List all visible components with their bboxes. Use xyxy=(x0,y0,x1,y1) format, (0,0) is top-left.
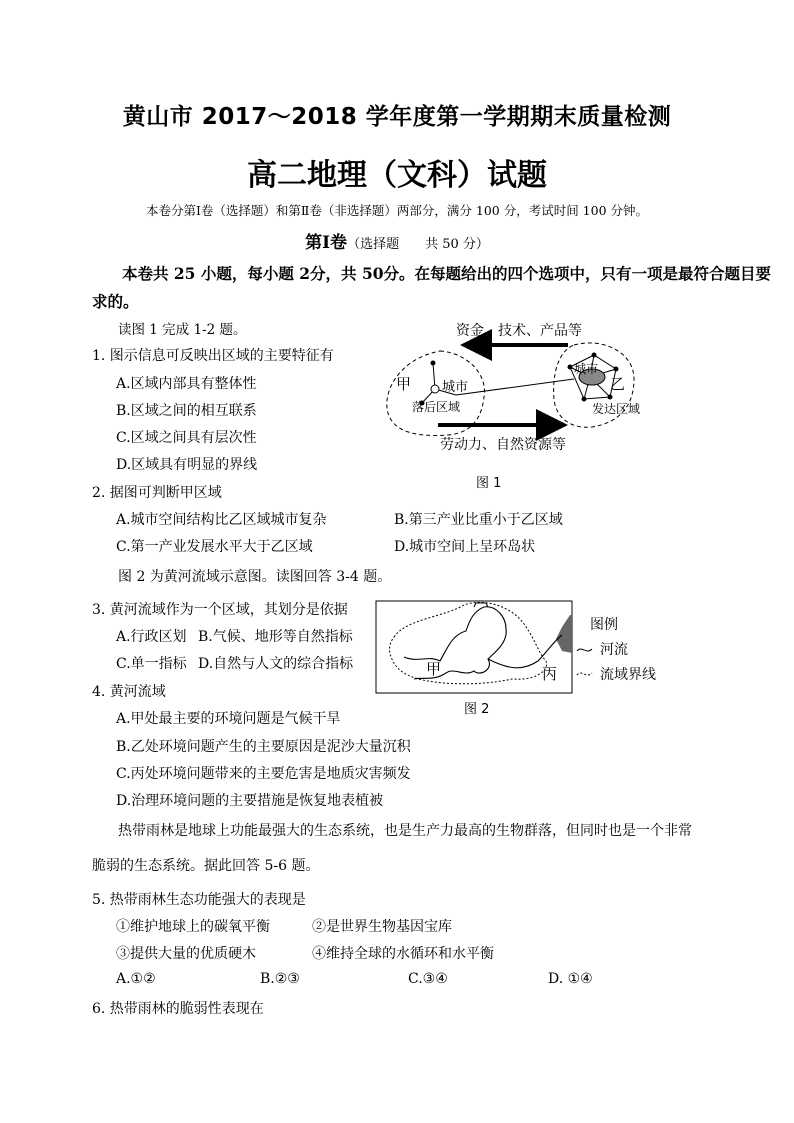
figure-2-map xyxy=(374,597,674,719)
question-5-item-4: ④维持全球的水循环和水平衡 xyxy=(312,946,494,962)
question-1-option-d: D.区域具有明显的界线 xyxy=(116,457,258,473)
read-fig1-prompt: 读图 1 完成 1-2 题。 xyxy=(118,322,247,338)
fig1-jia-label: 甲 xyxy=(396,375,412,393)
question-3-option-d: D.自然与人文的综合指标 xyxy=(198,656,354,672)
question-4-option-d: D.治理环境问题的主要措施是恢复地表植被 xyxy=(116,793,384,809)
section-name: 第Ⅰ卷 xyxy=(305,233,348,253)
exam-info: 本卷分第Ⅰ卷（选择题）和第Ⅱ卷（非选择题）两部分，满分 100 分，考试时间 100 分钟。 xyxy=(145,203,649,218)
question-5-option-a: A.①② xyxy=(116,971,156,987)
question-6-stem: 6. 热带雨林的脆弱性表现在 xyxy=(92,1001,264,1017)
question-2-option-c: C.第一产业发展水平大于乙区域 xyxy=(116,539,313,555)
question-2-option-a: A.城市空间结构比乙区域城市复杂 xyxy=(116,512,327,528)
fig1-caption: 图 1 xyxy=(476,476,502,491)
exam-title: 黄山市 2017～2018 学年度第一学期期末质量检测 xyxy=(122,104,672,130)
instructions-line-2: 求的。 xyxy=(92,292,139,311)
legend-river: 河流 xyxy=(600,642,628,658)
question-4-option-b: B.乙处环境问题产生的主要原因是泥沙大量沉积 xyxy=(116,739,411,755)
question-1-option-a: A.区域内部具有整体性 xyxy=(116,376,257,392)
passage-line-2: 脆弱的生态系统。据此回答 5-6 题。 xyxy=(92,858,320,874)
legend-river-symbol xyxy=(577,649,592,651)
fig1-developed-region: 发达区域 xyxy=(592,402,641,416)
question-1-option-c: C.区域之间具有层次性 xyxy=(116,430,257,446)
fig1-yi-label: 乙 xyxy=(610,375,626,393)
question-5-stem: 5. 热带雨林生态功能强大的表现是 xyxy=(92,892,306,908)
fig2-caption: 图 2 xyxy=(464,702,490,717)
fig1-city-left: 城市 xyxy=(442,380,469,395)
section-note: （选择题 共 50 分） xyxy=(347,237,489,252)
question-1-stem: 1. 图示信息可反映出区域的主要特征有 xyxy=(92,348,334,364)
question-5-option-c: C.③④ xyxy=(408,971,448,987)
question-4-stem: 4. 黄河流域 xyxy=(92,684,166,700)
question-5-option-d: D. ①④ xyxy=(548,971,593,987)
question-2-option-b: B.第三产业比重小于乙区域 xyxy=(394,512,563,528)
fig1-label-top: 资金、技术、产品等 xyxy=(456,323,582,339)
passage-line-1: 热带雨林是地球上功能最强大的生态系统，也是生产力最高的生物群落，但同时也是一个非常 xyxy=(118,823,692,839)
legend-boundary-symbol xyxy=(577,673,592,675)
question-3-option-b: B.气候、地形等自然指标 xyxy=(198,629,353,645)
fig1-city-right: 城市 xyxy=(574,362,599,376)
question-3-option-a: A.行政区划 xyxy=(116,629,187,645)
question-5-item-3: ③提供大量的优质硬木 xyxy=(116,946,256,962)
figure-1-diagram xyxy=(378,315,668,495)
question-2-stem: 2. 据图可判断甲区域 xyxy=(92,485,222,501)
legend-boundary: 流域界线 xyxy=(600,667,656,683)
question-5-item-2: ②是世界生物基因宝库 xyxy=(312,919,452,935)
jia-city-dot xyxy=(431,385,439,393)
section-heading xyxy=(0,228,794,253)
question-5-option-b: B.②③ xyxy=(260,971,300,987)
exam-subtitle: 高二地理（文科）试题 xyxy=(247,158,547,193)
link-line xyxy=(456,379,574,395)
question-4-option-c: C.丙处环境问题带来的主要危害是地质灾害频发 xyxy=(116,766,411,782)
question-5-item-1: ①维护地球上的碳氧平衡 xyxy=(116,919,270,935)
read-fig2-prompt: 图 2 为黄河流域示意图。读图回答 3-4 题。 xyxy=(118,569,392,585)
fig2-bing-label: 丙 xyxy=(542,665,558,683)
question-4-option-a: A.甲处最主要的环境问题是气候干旱 xyxy=(116,711,341,727)
instructions-line-1: 本卷共 25 小题，每小题 2分，共 50分。在每题给出的四个选项中，只有一项是最符合题目要 xyxy=(122,264,772,283)
fig1-label-bottom: 劳动力、自然资源等 xyxy=(440,437,566,453)
fig2-jia-label: 甲 xyxy=(426,660,442,678)
question-2-option-d: D.城市空间上呈环岛状 xyxy=(394,539,536,555)
question-3-stem: 3. 黄河流域作为一个区域，其划分是依据 xyxy=(92,602,348,618)
question-1-option-b: B.区域之间的相互联系 xyxy=(116,403,257,419)
legend-title: 图例 xyxy=(590,617,618,633)
fig1-lagging-region: 落后区域 xyxy=(412,400,461,414)
question-3-option-c: C.单一指标 xyxy=(116,656,187,672)
